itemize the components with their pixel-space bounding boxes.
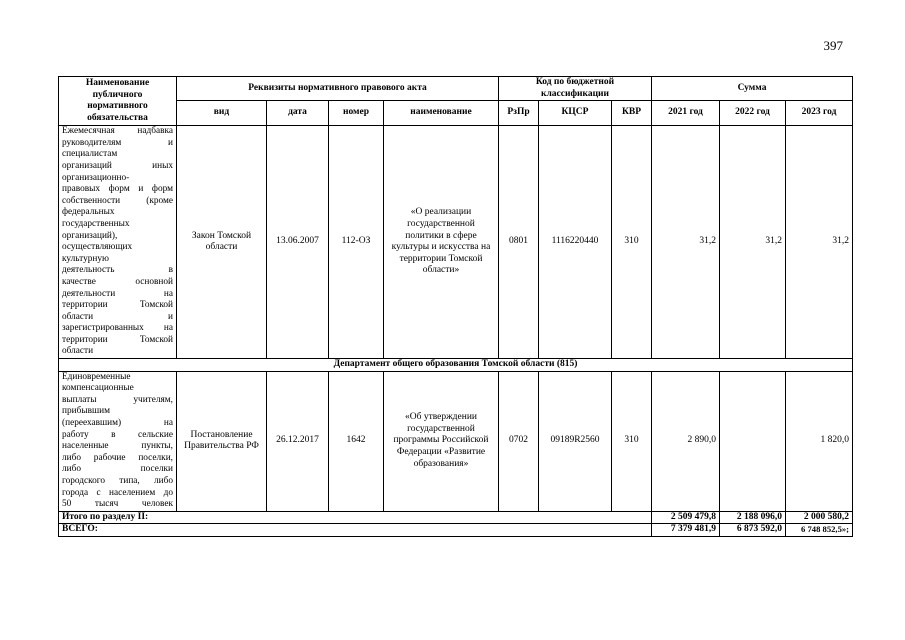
header-2022: 2022 год [720, 101, 786, 126]
kvr-cell: 310 [612, 126, 652, 359]
header-kcsr: КЦСР [539, 101, 612, 126]
header-nomer: номер [329, 101, 384, 126]
rzpr-cell: 0801 [499, 126, 539, 359]
header-data: дата [267, 101, 329, 126]
section-total-2023: 2 000 580,2 [786, 511, 853, 524]
number-cell: 112-ОЗ [329, 126, 384, 359]
date-cell: 26.12.2017 [267, 371, 329, 511]
kcsr-cell: 09189R2560 [539, 371, 612, 511]
page-number: 397 [823, 38, 843, 53]
section-total-row [59, 511, 853, 524]
date-cell: 13.06.2007 [267, 126, 329, 359]
act-name-cell: «О реализации государственной политики в сфере культуры и искусства на территории Томской области» [384, 126, 499, 359]
grand-total-row [59, 524, 853, 537]
section-total-2022: 2 188 096,0 [720, 511, 786, 524]
obligation-cell: Единовременные компенсационные выплаты учителям, прибывшим (переехавшим) на работу в сельские населенные пункты, либо рабочие поселки, либо поселки городского типа, либо города с населением до 50 тысяч человек [59, 371, 177, 511]
grand-total-label: ВСЕГО: [59, 524, 652, 537]
grand-total-2021: 7 379 481,9 [652, 524, 720, 537]
header-code-group: Код по бюджетной классификации [499, 77, 652, 101]
header-rzpr: РзПр [499, 101, 539, 126]
grand-total-2023: 6 748 852,5»; [786, 524, 853, 537]
table-row [59, 371, 853, 511]
act-name-cell: «Об утверждении государственной программы Российской Федерации «Развитие образования» [384, 371, 499, 511]
header-obligation: Наименование публичного нормативного обязательства [59, 77, 177, 126]
header-kvr: КВР [612, 101, 652, 126]
header-naim: наименование [384, 101, 499, 126]
sum-2021-cell: 31,2 [652, 126, 720, 359]
table-row [59, 126, 853, 359]
kvr-cell: 310 [612, 371, 652, 511]
grand-total-2022: 6 873 592,0 [720, 524, 786, 537]
sum-2022-cell: 31,2 [720, 126, 786, 359]
header-act-group: Реквизиты нормативного правового акта [177, 77, 499, 101]
rzpr-cell: 0702 [499, 371, 539, 511]
header-2023: 2023 год [786, 101, 853, 126]
vid-cell: Постановление Правительства РФ [177, 371, 267, 511]
number-cell: 1642 [329, 371, 384, 511]
section-total-label: Итого по разделу II: [59, 511, 652, 524]
section-total-2021: 2 509 479,8 [652, 511, 720, 524]
kcsr-cell: 1116220440 [539, 126, 612, 359]
budget-table [58, 76, 853, 537]
obligation-cell: Ежемесячная надбавка руководителям и специалистам организаций иных организационно- правовых форм и форм собственности (кроме федеральных государственных организаций), осуществляющих культурную деятельность в качестве основной деятельности на территории Томской области и зарегистрированных на территории Томской области [59, 126, 177, 359]
vid-cell: Закон Томской области [177, 126, 267, 359]
department-row [59, 359, 853, 372]
sum-2023-cell: 1 820,0 [786, 371, 853, 511]
sum-2021-cell: 2 890,0 [652, 371, 720, 511]
header-sum-group: Сумма [652, 77, 853, 101]
sum-2023-cell: 31,2 [786, 126, 853, 359]
header-2021: 2021 год [652, 101, 720, 126]
sum-2022-cell [720, 371, 786, 511]
department-title: Департамент общего образования Томской области (815) [59, 359, 853, 372]
header-vid: вид [177, 101, 267, 126]
